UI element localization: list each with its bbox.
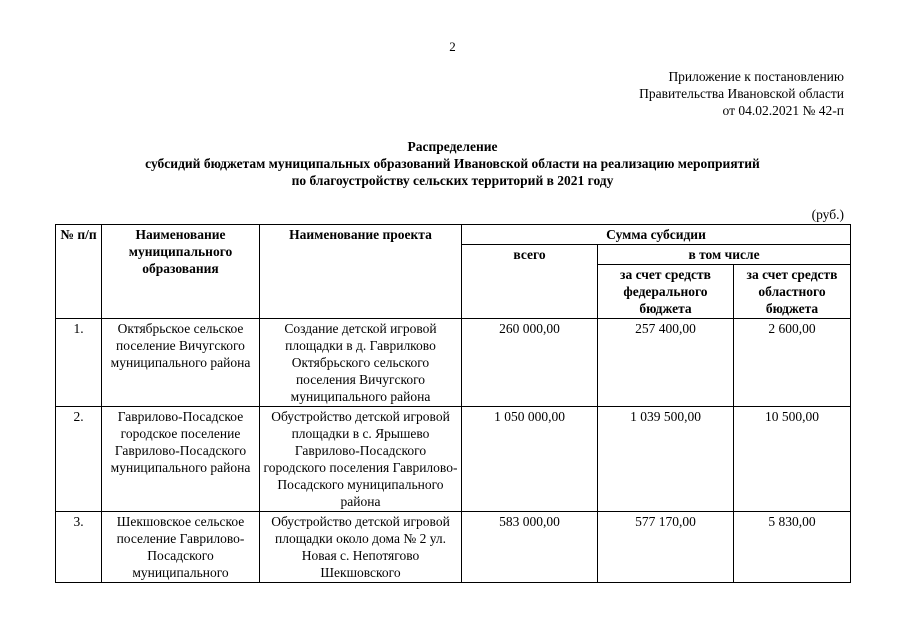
row-project: Обустройство детской игровой площадки в с. Ярышево Гаврилово-Посадского городского поселения Гаврилово-Посадского муниципального района [260, 407, 462, 512]
document-title [0, 138, 905, 189]
page-number: 2 [449, 39, 456, 54]
row-municipality: Шекшовское сельское поселение Гаврилово-Посадского муниципального [102, 512, 260, 583]
annex-line-3: от 04.02.2021 № 42-п [722, 103, 844, 118]
header-subsidy-sum: Сумма субсидии [462, 225, 851, 245]
subsidy-table [55, 224, 851, 583]
row-municipality: Гаврилово-Посадское городское поселение Гаврилово-Посадского муниципального района [102, 407, 260, 512]
annex-block [639, 68, 844, 119]
header-total: всего [462, 245, 598, 319]
table-row [56, 319, 851, 407]
annex-line-1: Приложение к постановлению [668, 69, 844, 84]
header-project: Наименование проекта [260, 225, 462, 319]
row-total: 260 000,00 [462, 319, 598, 407]
title-line-2: субсидий бюджетам муниципальных образований Ивановской области на реализацию мероприятий [145, 156, 760, 171]
row-regional: 2 600,00 [734, 319, 851, 407]
row-num: 2. [56, 407, 102, 512]
header-row-1 [56, 225, 851, 245]
table-row [56, 512, 851, 583]
header-regional: за счет средств областного бюджета [734, 265, 851, 319]
row-total: 1 050 000,00 [462, 407, 598, 512]
row-num: 3. [56, 512, 102, 583]
row-federal: 257 400,00 [598, 319, 734, 407]
header-federal: за счет средств федерального бюджета [598, 265, 734, 319]
header-municipality: Наименование муниципального образования [102, 225, 260, 319]
row-project: Создание детской игровой площадки в д. Гаврилково Октябрьского сельского поселения Вичугского муниципального района [260, 319, 462, 407]
row-project: Обустройство детской игровой площадки около дома № 2 ул. Новая с. Непотягово Шекшовского [260, 512, 462, 583]
header-num: № п/п [56, 225, 102, 319]
row-federal: 577 170,00 [598, 512, 734, 583]
title-line-1: Распределение [407, 139, 498, 154]
row-regional: 10 500,00 [734, 407, 851, 512]
row-federal: 1 039 500,00 [598, 407, 734, 512]
annex-line-2: Правительства Ивановской области [639, 86, 844, 101]
table-row [56, 407, 851, 512]
row-num: 1. [56, 319, 102, 407]
row-regional: 5 830,00 [734, 512, 851, 583]
row-total: 583 000,00 [462, 512, 598, 583]
title-line-3: по благоустройству сельских территорий в 2021 году [291, 173, 614, 188]
currency-note: (руб.) [811, 207, 844, 222]
header-including: в том числе [598, 245, 851, 265]
row-municipality: Октябрьское сельское поселение Вичугского муниципального района [102, 319, 260, 407]
